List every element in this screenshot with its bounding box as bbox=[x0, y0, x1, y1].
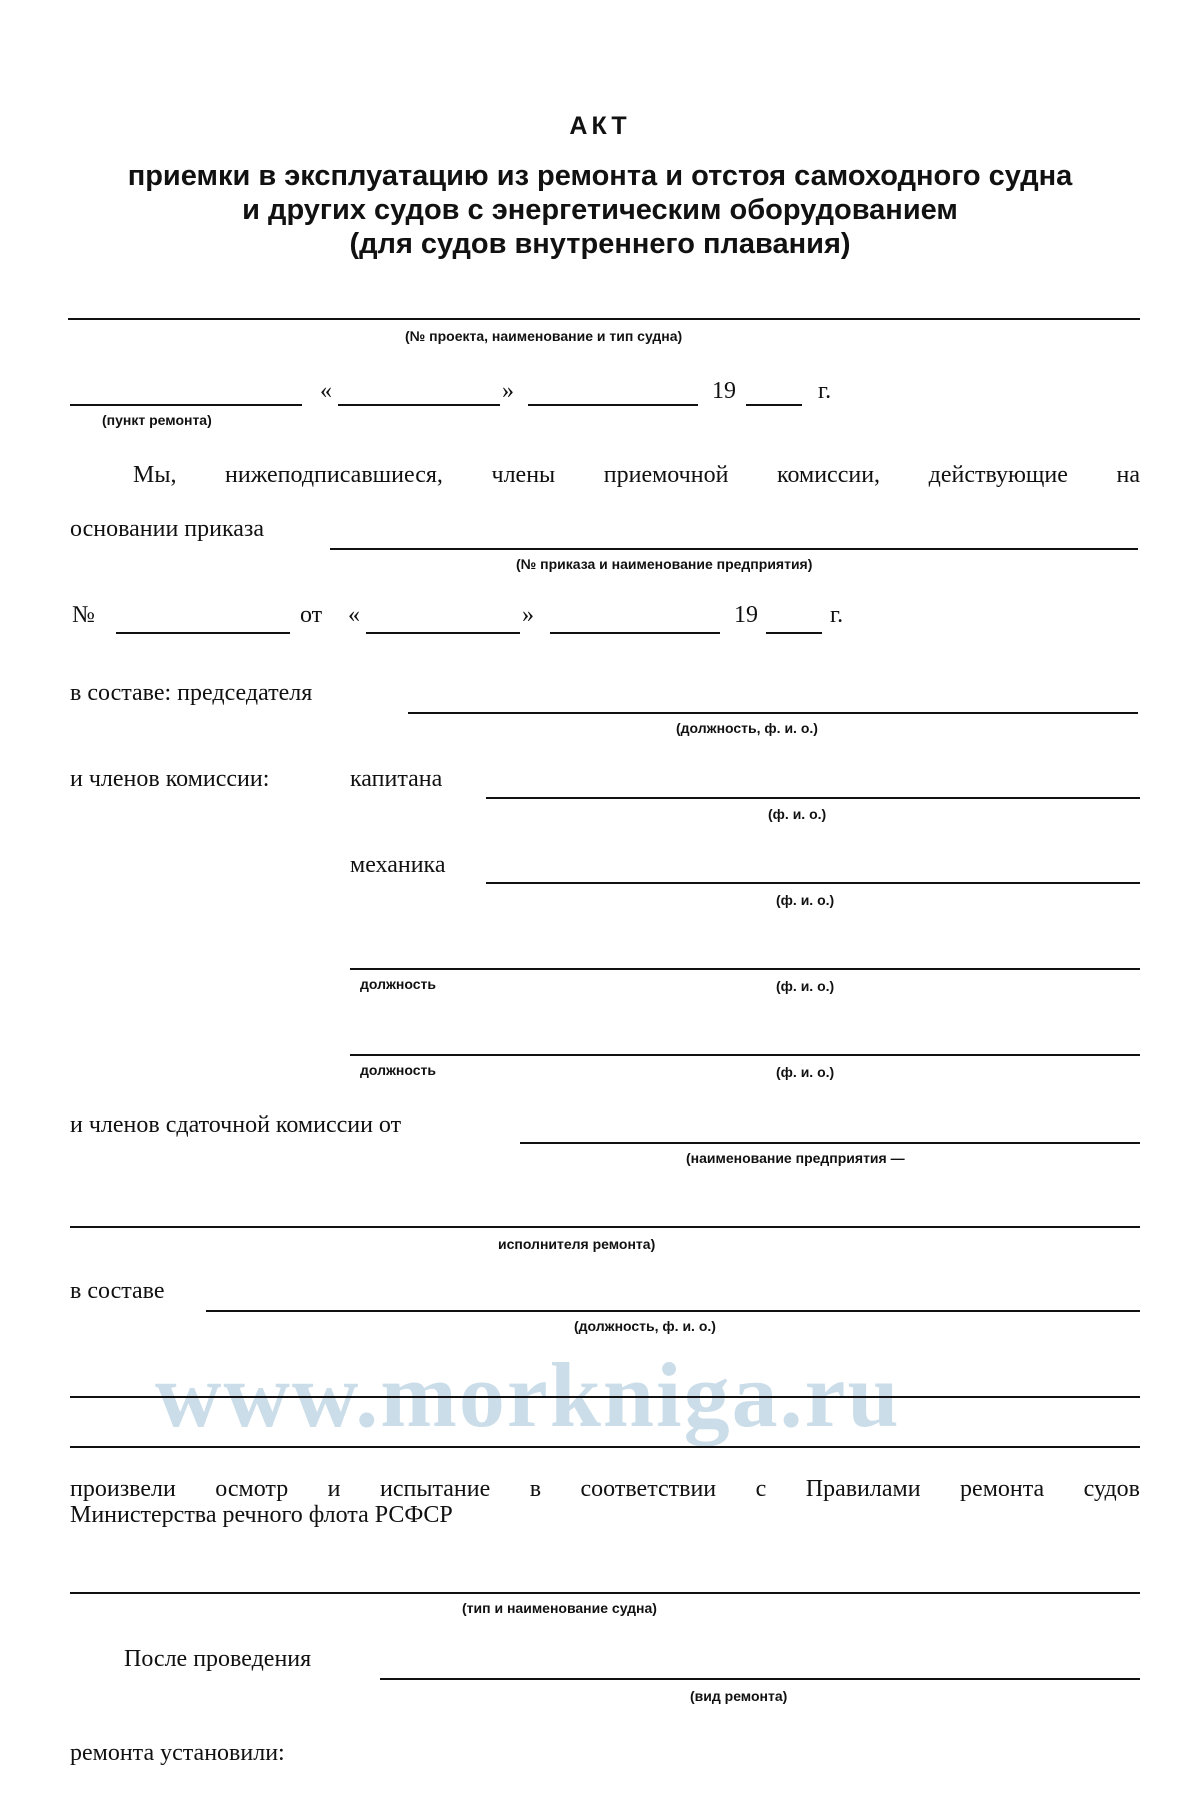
composition-field[interactable] bbox=[206, 1310, 1140, 1312]
date-day-field[interactable] bbox=[338, 404, 500, 406]
order-number-field[interactable] bbox=[116, 632, 290, 634]
date-close-quote: » bbox=[502, 378, 514, 404]
order-date-open-quote: « bbox=[348, 602, 360, 628]
year-field[interactable] bbox=[746, 404, 802, 406]
date-open-quote: « bbox=[320, 378, 332, 404]
composition-label: в составе bbox=[70, 1278, 165, 1304]
order-year-suffix: г. bbox=[830, 602, 844, 628]
member-1-field[interactable] bbox=[350, 968, 1140, 970]
member-2-field[interactable] bbox=[350, 1054, 1140, 1056]
order-month-field[interactable] bbox=[550, 632, 720, 634]
date-month-field[interactable] bbox=[528, 404, 698, 406]
from-label: от bbox=[300, 602, 323, 628]
basis-label: основании приказа bbox=[70, 516, 265, 542]
composition-field-2[interactable] bbox=[70, 1396, 1140, 1398]
watermark: www.morkniga.ru bbox=[155, 1344, 901, 1446]
title-line-3: (для судов внутреннего плавания) bbox=[349, 228, 851, 260]
inspection-text-1: произвели осмотр и испытание в соответствии с Правилами ремонта судов bbox=[70, 1476, 1140, 1502]
after-label: После проведения bbox=[124, 1646, 312, 1672]
number-sign: № bbox=[72, 602, 95, 628]
member-1-fio-caption: (ф. и. о.) bbox=[776, 978, 835, 994]
member-2-fio-caption: (ф. и. о.) bbox=[776, 1064, 835, 1080]
document-title: АКТ bbox=[569, 112, 631, 140]
captain-label: капитана bbox=[350, 766, 443, 792]
intro-text: Мы, нижеподписавшиеся, члены приемочной комиссии, действующие на bbox=[133, 462, 1140, 488]
composition-caption: (должность, ф. и. о.) bbox=[574, 1318, 716, 1334]
order-year-prefix: 19 bbox=[734, 602, 758, 628]
year-prefix: 19 bbox=[712, 378, 736, 404]
captain-field[interactable] bbox=[486, 797, 1140, 799]
members-label: и членов комиссии: bbox=[70, 766, 270, 792]
handover-enterprise-field-2[interactable] bbox=[70, 1226, 1140, 1228]
repair-kind-caption: (вид ремонта) bbox=[690, 1688, 788, 1704]
title-line-1: приемки в эксплуатацию из ремонта и отстоя самоходного судна bbox=[127, 160, 1073, 192]
enterprise-caption: (наименование предприятия — bbox=[686, 1150, 905, 1166]
mechanic-label: механика bbox=[350, 852, 446, 878]
established-label: ремонта установили: bbox=[70, 1740, 285, 1766]
order-year-field[interactable] bbox=[766, 632, 822, 634]
member-2-position-caption: должность bbox=[360, 1062, 436, 1078]
chairman-field[interactable] bbox=[408, 712, 1138, 714]
vessel-type-caption: (тип и наименование судна) bbox=[462, 1600, 657, 1616]
handover-enterprise-field[interactable] bbox=[520, 1142, 1140, 1144]
composition-field-3[interactable] bbox=[70, 1446, 1140, 1448]
order-date-close-quote: » bbox=[522, 602, 534, 628]
handover-label: и членов сдаточной комиссии от bbox=[70, 1112, 402, 1138]
vessel-type-field[interactable] bbox=[70, 1592, 1140, 1594]
captain-caption: (ф. и. о.) bbox=[768, 806, 827, 822]
repair-point-caption: (пункт ремонта) bbox=[102, 412, 212, 428]
executor-caption: исполнителя ремонта) bbox=[498, 1236, 656, 1252]
year-suffix: г. bbox=[818, 378, 832, 404]
mechanic-caption: (ф. и. о.) bbox=[776, 892, 835, 908]
chairman-label: в составе: председателя bbox=[70, 680, 313, 706]
repair-point-field[interactable] bbox=[70, 404, 302, 406]
title-line-2: и других судов с энергетическим оборудованием bbox=[242, 194, 958, 226]
order-caption: (№ приказа и наименование предприятия) bbox=[516, 556, 813, 572]
order-day-field[interactable] bbox=[366, 632, 520, 634]
project-caption: (№ проекта, наименование и тип судна) bbox=[405, 328, 683, 344]
order-field[interactable] bbox=[330, 548, 1138, 550]
repair-kind-field[interactable] bbox=[380, 1678, 1140, 1680]
member-1-position-caption: должность bbox=[360, 976, 436, 992]
mechanic-field[interactable] bbox=[486, 882, 1140, 884]
project-field[interactable] bbox=[68, 318, 1140, 320]
chairman-caption: (должность, ф. и. о.) bbox=[676, 720, 818, 736]
inspection-text-2: Министерства речного флота РСФСР bbox=[70, 1502, 453, 1528]
